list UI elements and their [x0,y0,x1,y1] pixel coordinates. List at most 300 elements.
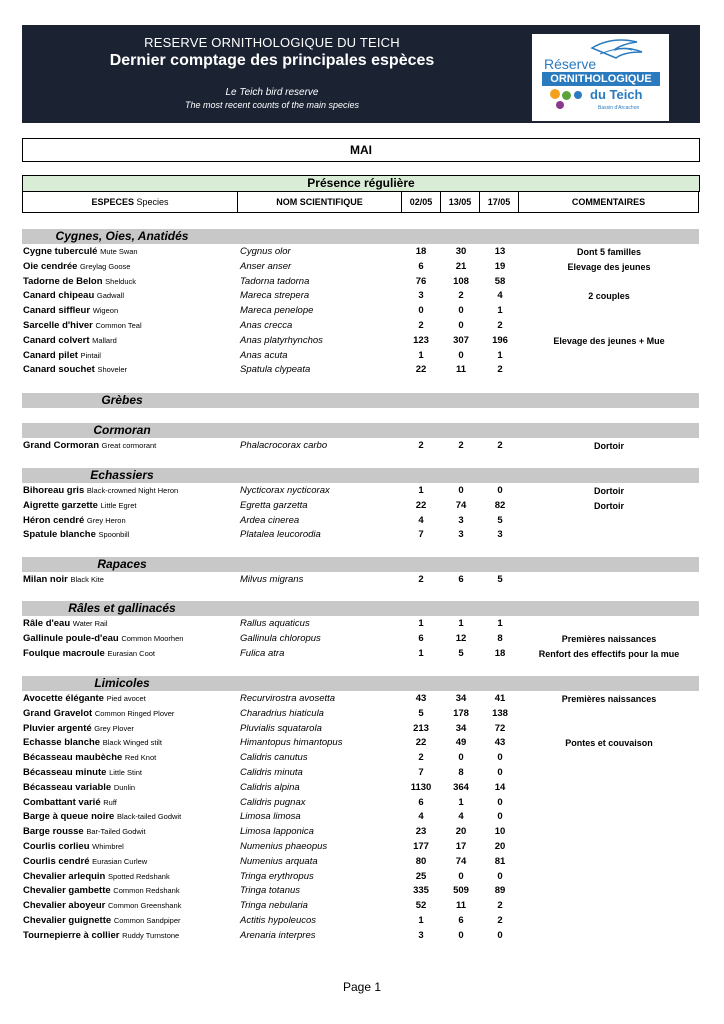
count-value: 58 [494,275,506,287]
count-value: 17 [455,841,467,852]
col-scientific: NOM SCIENTIFIQUE [238,191,402,213]
scientific-name: Himantopus himantopus [240,737,343,749]
table-row [22,796,699,810]
reserve-logo [532,34,669,121]
species-name-en: Mute Swan [100,247,138,256]
count-value: 1 [418,915,424,926]
species-name [23,736,162,750]
comment: Pontes et couvaison [565,738,653,749]
scientific-name: Calidris alpina [240,781,300,793]
species-name-fr: Canard siffleur [23,305,91,317]
count-value: 52 [415,900,427,912]
species-name-en: Greylag Goose [80,261,131,271]
count-value: 6 [418,260,424,272]
species-name [23,349,101,363]
count-value: 49 [455,737,467,749]
species-name-fr: Chevalier arlequin [23,870,106,882]
count-value: 8 [497,632,503,644]
english-subtitle-2: The most recent counts of the main species [184,100,360,110]
species-name-fr: Sarcelle d'hiver [23,320,93,331]
table-row [22,275,699,289]
table-row [22,692,699,706]
count-value: 1 [418,647,424,659]
count-value: 1 [458,796,464,808]
scientific-name: Actitis hypoleucos [240,915,317,926]
species-name-en: Little Egret [100,500,137,510]
scientific-name: Anas platyrhynchos [240,334,323,346]
count-value: 4 [497,290,503,302]
logo-dot-purple [556,101,564,109]
species-name-en: Great cormorant [101,441,157,450]
table-row [22,840,699,854]
count-value: 4 [418,514,424,526]
species-name-fr: Barge rousse [23,826,84,838]
count-value: 1 [418,485,424,496]
table-row [22,499,699,513]
species-name [23,884,180,898]
species-name [23,840,124,854]
species-name [23,929,179,943]
section-header [22,423,699,438]
table-row [22,573,699,587]
species-name-fr: Grand Gravelot [23,707,93,719]
count-value: 6 [458,915,464,926]
species-name-en: Black Kite [70,575,104,584]
count-value: 2 [497,440,503,451]
count-value: 74 [455,855,467,867]
table-row [22,899,699,913]
species-name [23,722,134,736]
col-species-fr: ESPECES [91,197,134,207]
scientific-name: Recurvirostra avosetta [240,693,336,704]
species-name-fr: Bécasseau maubèche [23,752,123,764]
species-name-en: Bar-Tailed Godwit [86,827,146,837]
count-value: 138 [492,707,508,719]
species-name [23,484,178,498]
count-value: 43 [415,693,427,704]
species-name-en: Black Winged stilt [102,738,162,748]
scientific-name: Milvus migrans [240,574,304,585]
comment: 2 couples [588,291,630,302]
count-value: 14 [494,781,506,793]
count-value: 6 [418,796,424,808]
col-species-en: Species [136,197,169,207]
species-name [23,825,146,839]
species-name-fr: Râle d'eau [23,618,71,629]
col-date-3: 17/05 [480,191,519,213]
species-name-en: Spotted Redshank [108,871,170,881]
species-name-en: Common Sandpiper [113,916,181,925]
count-value: 18 [494,647,506,659]
species-name [23,855,147,869]
col-comments: COMMENTAIRES [519,191,699,213]
col-date-1: 02/05 [402,191,441,213]
comment: Premières naissances [561,633,657,644]
page-title: Dernier comptage des principales espèces [109,52,435,69]
species-name-fr: Courlis corlieu [23,841,90,852]
species-name-fr: Tournepierre à collier [23,929,120,941]
scientific-name: Tadorna tadorna [240,275,310,287]
species-name [23,617,108,631]
count-value: 11 [455,364,467,376]
table-row [22,439,699,453]
table-row [22,707,699,721]
comment: Elevage des jeunes + Mue [553,335,665,346]
count-value: 2 [458,440,464,451]
section-header [22,468,699,483]
species-name-en: Shelduck [105,276,137,286]
table-row [22,363,699,377]
table-row [22,647,699,661]
table-row [22,260,699,274]
count-value: 2 [418,752,424,764]
count-value: 2 [418,574,424,585]
logo-word-reserve: Réserve [544,56,597,72]
species-name-en: Gadwall [96,291,125,301]
table-row [22,528,699,542]
count-value: 82 [494,499,506,511]
scientific-name: Spatula clypeata [240,364,311,376]
scientific-name: Anas crecca [240,320,293,331]
scientific-name: Calidris minuta [240,767,303,778]
table-row [22,514,699,528]
scientific-name: Tringa erythropus [240,870,314,882]
scientific-name: Fulica atra [240,647,285,659]
count-value: 335 [413,885,429,897]
species-name [23,439,156,453]
logo-dot-green [562,91,571,100]
species-name-en: Black-tailed Godwit [116,812,182,822]
species-name [23,781,135,795]
english-subtitle: Le Teich bird reserve [225,87,319,98]
count-value: 1 [418,618,424,629]
table-row [22,289,699,303]
count-value: 3 [497,529,503,541]
scientific-name: Arenaria interpres [240,929,316,941]
count-value: 4 [458,811,464,823]
species-name-en: Common Greenshank [108,901,182,911]
count-value: 74 [455,499,467,511]
species-name [23,528,129,542]
count-value: 196 [492,334,508,346]
count-value: 2 [497,915,503,926]
species-name-fr: Chevalier gambette [23,885,111,897]
count-value: 1 [497,618,503,629]
table-row [22,632,699,646]
species-name-en: Grey Heron [86,515,126,525]
count-value: 12 [455,632,467,644]
section-header [22,676,699,691]
species-name [23,810,181,824]
count-value: 20 [455,826,467,838]
scientific-name: Pluvialis squatarola [240,722,322,734]
count-value: 4 [418,811,424,823]
count-value: 3 [418,929,424,941]
species-name-fr: Bécasseau variable [23,781,112,793]
species-name-fr: Canard pilet [23,349,78,361]
section-title: Cormoran [93,423,151,437]
count-value: 1 [458,618,464,629]
table-row [22,334,699,348]
logo-dot-blue [574,91,582,99]
count-value: 108 [453,275,469,287]
species-name-en: Mallard [92,335,117,345]
species-name-fr: Grand Cormoran [23,440,100,451]
species-name-fr: Spatule blanche [23,529,96,541]
count-value: 6 [458,574,464,585]
comment: Renfort des effectifs pour la mue [538,648,680,659]
count-value: 81 [494,855,506,867]
count-value: 34 [455,693,467,704]
count-value: 6 [418,632,424,644]
count-value: 43 [494,737,506,749]
species-name-fr: Barge à queue noire [23,811,115,823]
species-name [23,363,127,377]
scientific-name: Ardea cinerea [240,514,300,526]
count-value: 72 [494,722,506,734]
species-name-en: Red Knot [124,753,157,763]
comment: Dont 5 familles [576,247,641,257]
section-title: Limicoles [94,676,150,690]
section-title: Grèbes [101,393,143,407]
section-title: Râles et gallinacés [68,601,176,615]
species-name-en: Shoveler [97,365,128,375]
scientific-name: Rallus aquaticus [240,618,310,629]
count-value: 21 [455,260,467,272]
species-name-en: Common Teal [95,321,142,330]
section-header [22,229,699,244]
count-value: 5 [418,707,424,719]
count-value: 0 [497,796,503,808]
count-value: 13 [494,246,506,257]
count-value: 1130 [410,781,432,793]
species-name [23,334,117,348]
count-value: 20 [494,841,506,852]
count-value: 2 [418,320,424,331]
species-name-fr: Avocette élégante [23,693,104,704]
scientific-name: Anas acuta [240,349,288,361]
section-title: Rapaces [97,557,147,571]
scientific-name: Limosa lapponica [240,826,314,838]
scientific-name: Numenius arquata [240,855,318,867]
species-name-fr: Canard chipeau [23,290,95,302]
scientific-name: Phalacrocorax carbo [240,440,328,451]
count-value: 18 [415,246,427,257]
count-value: 0 [497,767,503,778]
scientific-name: Tringa nebularia [240,900,308,912]
species-name [23,766,142,780]
species-name-en: Ruff [103,797,117,807]
species-name-en: Common Redshank [113,886,180,896]
count-value: 0 [458,752,464,764]
count-value: 11 [455,900,467,912]
comment: Dortoir [594,486,624,496]
count-value: 177 [413,841,429,852]
species-name-fr: Bihoreau gris [23,485,85,496]
count-value: 213 [413,722,429,734]
species-name-en: Ruddy Turnstone [122,930,180,940]
section-header [22,601,699,616]
count-value: 0 [458,305,464,317]
scientific-name: Limosa limosa [240,811,301,823]
table-row [22,781,699,795]
species-name-fr: Héron cendré [23,514,85,526]
count-value: 0 [418,305,424,317]
table-row [22,349,699,363]
count-value: 2 [458,290,464,302]
species-name-en: Pied avocet [106,694,146,703]
count-value: 307 [453,334,469,346]
species-name-en: Common Moorhen [121,633,184,643]
species-name-fr: Canard souchet [23,364,95,376]
species-name-fr: Gallinule poule-d'eau [23,632,119,644]
species-name [23,245,138,259]
scientific-name: Nycticorax nycticorax [240,485,330,496]
scientific-name: Mareca strepera [240,290,310,302]
count-value: 178 [453,707,469,719]
count-value: 3 [418,290,424,302]
count-value: 1 [497,349,503,361]
count-value: 1 [497,305,503,317]
count-value: 41 [494,693,506,704]
section-title: Echassiers [90,468,154,482]
scientific-name: Numenius phaeopus [240,841,328,852]
count-value: 25 [415,870,427,882]
count-value: 10 [494,826,506,838]
species-name [23,275,136,289]
scientific-name: Gallinula chloropus [240,632,321,644]
count-value: 509 [453,885,469,897]
count-value: 0 [497,752,503,764]
count-value: 8 [458,767,464,778]
species-name [23,692,146,706]
table-row [22,245,699,259]
table-row [22,914,699,928]
table-row [22,825,699,839]
species-name-fr: Chevalier aboyeur [23,900,106,912]
count-value: 2 [418,440,424,451]
scientific-name: Tringa totanus [240,885,301,897]
scientific-name: Platalea leucorodia [240,529,321,541]
species-name [23,899,181,913]
section-header [22,557,699,572]
species-name-fr: Foulque macroule [23,647,105,659]
count-value: 34 [455,722,467,734]
species-name-en: Grey Plover [94,723,134,733]
month-label: MAI [22,138,700,162]
table-row [22,736,699,750]
count-value: 3 [458,514,464,526]
species-name-fr: Bécasseau minute [23,767,107,778]
header-banner [22,25,700,123]
count-value: 76 [415,275,427,287]
species-name-en: Common Ringed Plover [94,708,175,718]
table-row [22,929,699,943]
logo-word-bassin: Bassin d'Arcachon [598,105,640,111]
count-value: 0 [458,320,464,331]
table-row [22,304,699,318]
section-header [22,393,699,408]
scientific-name: Charadrius hiaticula [240,707,324,719]
count-value: 1 [418,349,424,361]
reserve-name: RESERVE ORNITHOLOGIQUE DU TEICH [144,35,400,50]
logo-dot-orange [550,89,560,99]
count-value: 23 [415,826,427,838]
count-value: 0 [497,929,503,941]
table-row [22,766,699,780]
count-value: 0 [458,349,464,361]
table-row [22,884,699,898]
scientific-name: Calidris canutus [240,752,308,764]
col-date-2: 13/05 [441,191,480,213]
table-row [22,484,699,498]
species-name [23,870,170,884]
species-name [23,514,126,528]
species-name [23,914,181,928]
species-name [23,260,130,274]
species-name-fr: Canard colvert [23,334,90,346]
col-species [22,191,238,213]
count-value: 22 [415,499,427,511]
count-value: 80 [415,855,427,867]
count-value: 89 [494,885,506,897]
count-value: 5 [497,574,503,585]
count-value: 0 [458,929,464,941]
table-row [22,870,699,884]
count-value: 0 [458,485,464,496]
species-name [23,289,124,303]
count-value: 0 [458,870,464,882]
comment: Elevage des jeunes [567,261,651,272]
species-name [23,304,118,318]
species-name-fr: Aigrette garzette [23,499,98,511]
scientific-name: Calidris pugnax [240,796,306,808]
species-name [23,707,174,721]
count-value: 19 [494,260,506,272]
species-name [23,632,183,646]
species-name [23,796,117,810]
comment: Dortoir [594,500,624,511]
species-name-fr: Pluvier argenté [23,722,92,734]
table-row [22,319,699,333]
count-value: 3 [458,529,464,541]
scientific-name: Anser anser [240,260,292,272]
species-name-en: Black-crowned Night Heron [86,486,179,495]
count-value: 0 [497,811,503,823]
species-name [23,319,142,333]
species-name-en: Eurasian Curlew [92,856,148,866]
count-value: 0 [497,870,503,882]
comment: Dortoir [594,441,624,451]
species-name-en: Little Stint [109,768,143,777]
count-value: 5 [458,647,464,659]
species-name [23,499,136,513]
count-value: 2 [497,320,503,331]
count-value: 123 [413,334,429,346]
species-name [23,647,155,661]
species-name-en: Whimbrel [92,842,124,851]
table-row [22,617,699,631]
count-value: 0 [497,485,503,496]
species-name-fr: Oie cendrée [23,260,78,272]
count-value: 22 [415,737,427,749]
table-row [22,722,699,736]
species-name [23,573,104,587]
count-value: 2 [497,364,503,376]
scientific-name: Egretta garzetta [240,499,308,511]
species-name-fr: Echasse blanche [23,737,101,749]
count-value: 2 [497,900,503,912]
